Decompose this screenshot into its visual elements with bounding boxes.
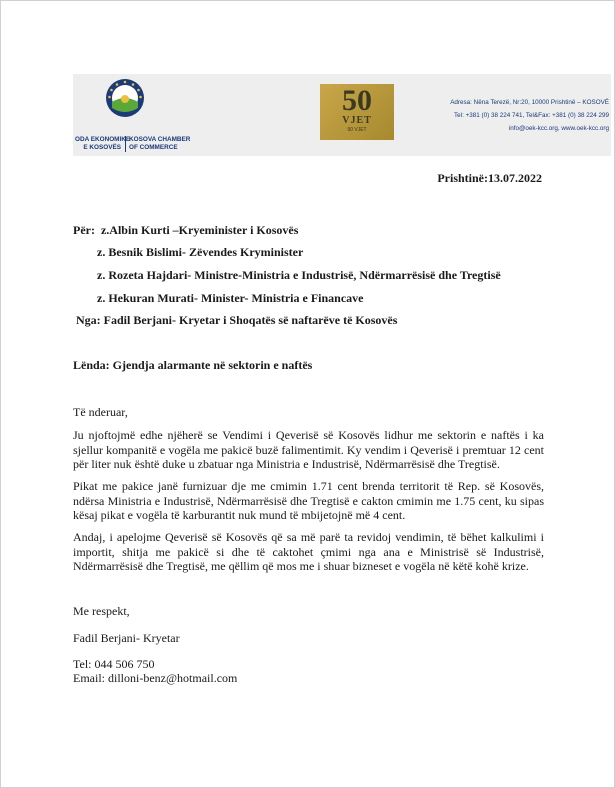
letterhead-address: Adresa: Nëna Terezë, Nr:20, 10000 Prishtinë – KOSOVË xyxy=(450,99,609,106)
body-paragraph-3: Andaj, i apelojme Qeverisë së Kosovës që sa më parë ta revidoj vendimin, të bëhet kalkulimi i importit, shitja me pakicë si dhe të caktohet çmimi nga ana e Ministrisë së Industrisë, Ndërmarrësisë dhe Tregtisë, me qëllim që mos me i shuar bizneset e vogëla në këtë kohë krize. xyxy=(73,530,544,574)
letterhead-emails: info@oek-kcc.org, www.oek-kcc.org xyxy=(508,125,609,132)
anniversary-years: 90 VJET xyxy=(347,127,367,133)
recipient-3: z. Rozeta Hajdari- Ministre-Ministria e Industrisë, Ndërmarrësisë dhe Tregtisë xyxy=(97,268,501,282)
letter-date: Prishtinë:13.07.2022 xyxy=(437,171,542,185)
chamber-logo xyxy=(75,78,191,156)
org-name-albanian xyxy=(75,136,131,152)
recipient-4: z. Hekuran Murati- Minister- Ministria e Financave xyxy=(97,291,364,305)
org-name-sq-line1: ODA EKONOMIKE xyxy=(75,136,131,143)
contact-phone: Tel: 044 506 750 xyxy=(73,657,155,671)
letterhead-contact xyxy=(416,96,609,135)
subject-line: Lënda: Gjendja alarmante në sektorin e naftës xyxy=(73,358,313,372)
letterhead-phones: Tel: +381 (0) 38 224 741, Tel&Fax: +381 (0) 38 224 299 xyxy=(454,112,609,119)
signature: Fadil Berjani- Kryetar xyxy=(73,631,180,645)
chamber-emblem-icon xyxy=(105,78,145,118)
anniversary-word: VJET xyxy=(342,115,372,126)
org-name-en-line2: OF COMMERCE xyxy=(129,144,178,151)
anniversary-number: 50 xyxy=(342,84,372,117)
body-paragraph-1: Ju njoftojmë edhe njëherë se Vendimi i Qeverisë së Kosovës lidhur me sektorin e naftës i ka sjellur kompanitë e vogëla me pakicë buzë falimentimit. Ky vendim i Qeverisë i premtuar 12 cent për liter nuk është duke u zbatuar nga Ministria e Industrisë, Ndërmarrësisë dhe Tregtisë. xyxy=(73,428,544,472)
salutation: Të nderuar, xyxy=(73,405,128,419)
body-paragraph-2: Pikat me pakice janë furnizuar dje me cmimin 1.71 cent brenda territorit të Rep. së Kosovës, ndërsa Ministria e Industrisë, Ndërmarrësisë dhe Tregtisë e cakton cmimin me 1.75 cent, ku sipas kësaj pikat e vogëla të karburantit nuk mund të mbijetojnë më 4 cent. xyxy=(73,479,544,523)
org-name-en-line1: KOSOVA CHAMBER xyxy=(129,136,191,143)
org-name-english xyxy=(125,136,190,152)
anniversary-badge xyxy=(320,84,394,140)
recipient-2: z. Besnik Bislimi- Zëvendes Kryminister xyxy=(97,245,304,259)
recipient-prefix: Për: xyxy=(73,223,95,237)
recipient-1: z.Albin Kurti –Kryeminister i Kosovës xyxy=(100,223,299,237)
closing: Me respekt, xyxy=(73,604,130,618)
recipient-line-1 xyxy=(73,223,298,238)
org-name-sq-line2: E KOSOVËS xyxy=(83,144,121,151)
contact-email: Email: dilloni-benz@hotmail.com xyxy=(73,671,238,685)
sender-line: Nga: Fadil Berjani- Kryetar i Shoqatës së naftarëve të Kosovës xyxy=(76,313,398,327)
